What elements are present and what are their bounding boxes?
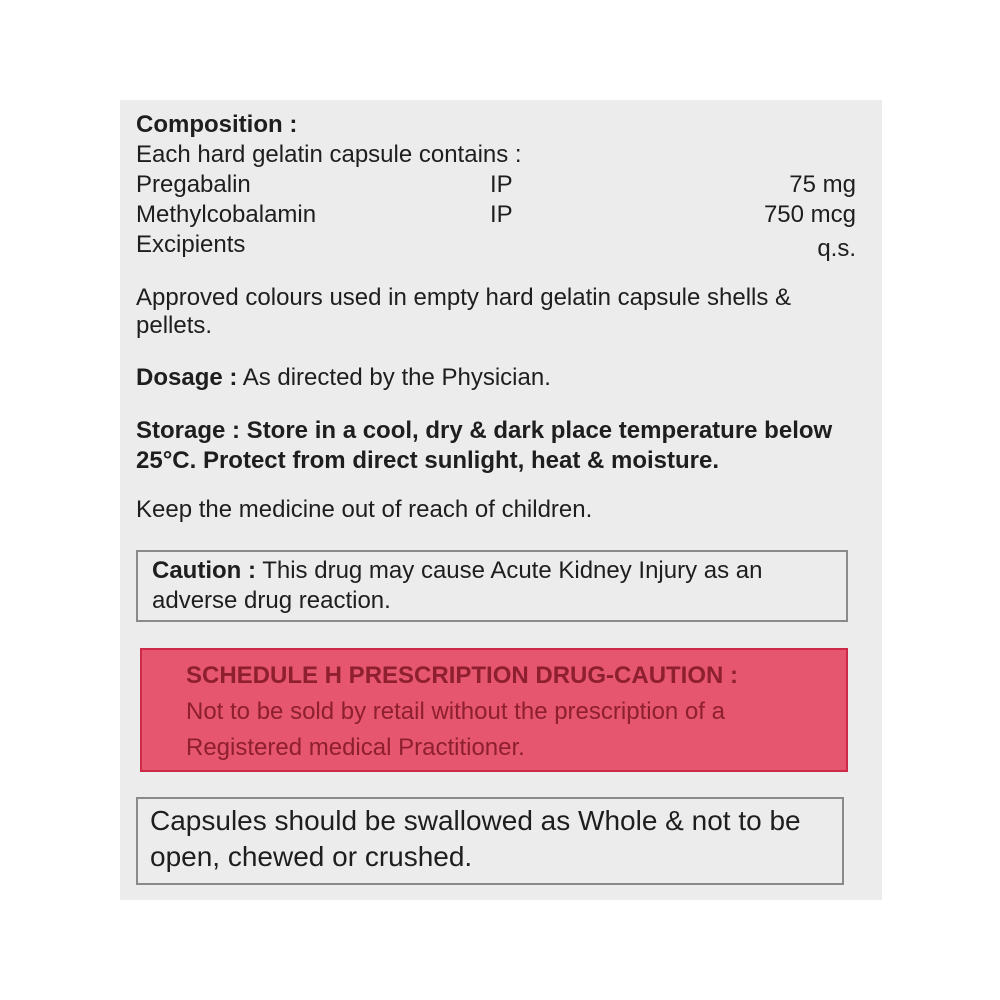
ingredient-row bbox=[136, 170, 856, 200]
dosage-line bbox=[136, 364, 866, 392]
composition-intro: Each hard gelatin capsule contains : bbox=[136, 141, 522, 168]
capsule-note-box bbox=[136, 797, 844, 885]
medicine-label-panel bbox=[120, 100, 882, 900]
caution-box bbox=[136, 550, 848, 622]
children-warning: Keep the medicine out of reach of children. bbox=[136, 496, 593, 523]
dosage-label: Dosage : bbox=[136, 364, 238, 391]
ingredient-name: Pregabalin bbox=[136, 171, 251, 198]
capsule-note-text: Capsules should be swallowed as Whole & not to be open, chewed or crushed. bbox=[150, 805, 801, 872]
caution-text: This drug may cause Acute Kidney Injury as an adverse drug reaction. bbox=[152, 557, 763, 614]
ingredient-quantity: 750 mcg bbox=[763, 201, 856, 228]
composition-heading: Composition : bbox=[136, 111, 298, 138]
storage-text: Storage : Store in a cool, dry & dark place temperature below 25°C. Protect from direct sunlight, heat & moisture. bbox=[136, 417, 833, 474]
ingredient-row bbox=[136, 230, 856, 260]
ingredient-quantity: q.s. bbox=[817, 235, 856, 262]
dosage-text: As directed by the Physician. bbox=[237, 364, 551, 391]
ingredient-quantity: 75 mg bbox=[789, 171, 856, 198]
ingredient-standard: IP bbox=[490, 201, 513, 228]
schedule-h-title: SCHEDULE H PRESCRIPTION DRUG-CAUTION : bbox=[186, 662, 739, 689]
schedule-h-text: Not to be sold by retail without the prescription of a Registered medical Practitioner. bbox=[186, 698, 725, 761]
ingredient-name: Excipients bbox=[136, 231, 246, 258]
ingredient-standard: IP bbox=[490, 171, 513, 198]
colours-note: Approved colours used in empty hard gelatin capsule shells & pellets. bbox=[136, 284, 792, 339]
schedule-h-warning-box bbox=[140, 648, 848, 772]
ingredient-name: Methylcobalamin bbox=[136, 201, 317, 228]
caution-label: Caution : bbox=[152, 557, 256, 584]
ingredient-row bbox=[136, 200, 856, 230]
